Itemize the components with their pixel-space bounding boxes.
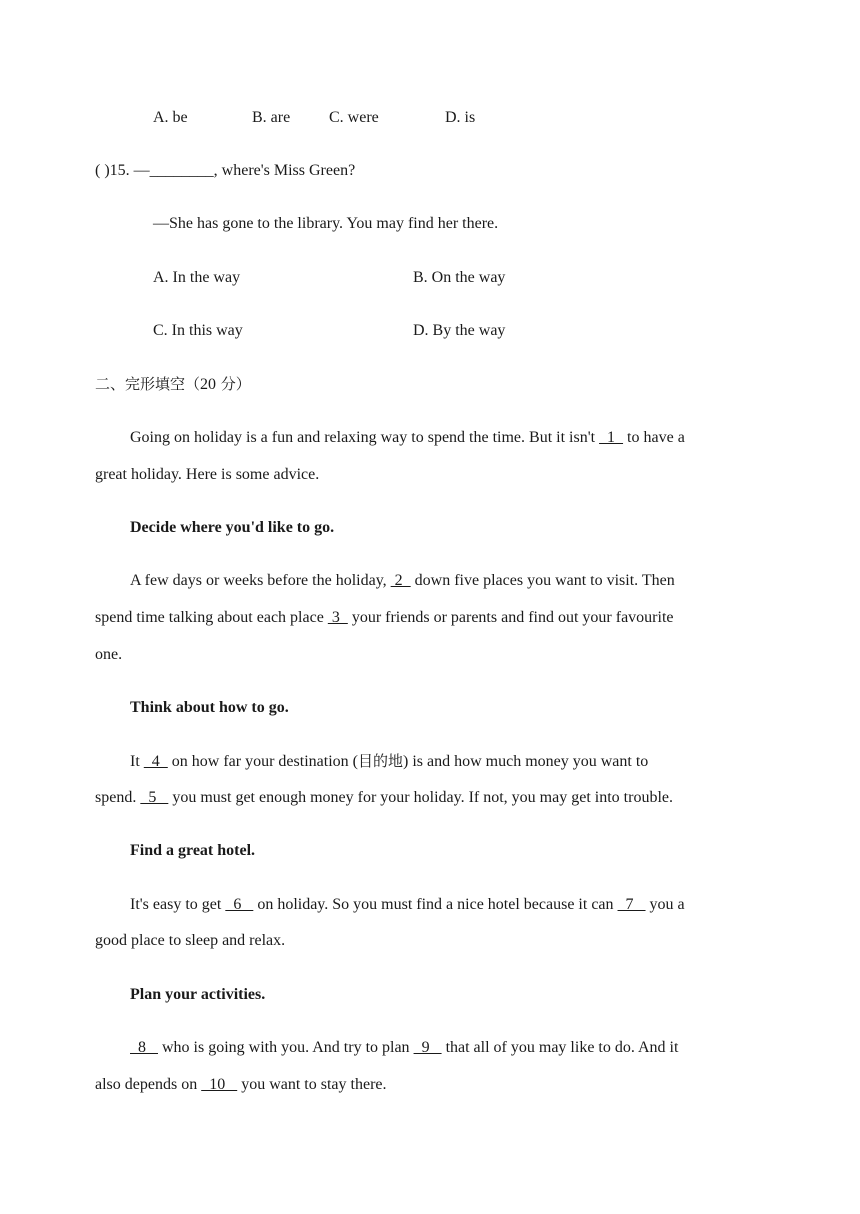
passage-text: you a (645, 896, 685, 913)
blank-6: 6 (225, 896, 254, 913)
section-heading (95, 374, 251, 395)
q14-option-a: A. be (153, 109, 188, 126)
blank-9: 9 (413, 1039, 442, 1056)
q14-option-c: C. were (329, 109, 379, 126)
subheading-decide: Decide where you'd like to go. (130, 519, 335, 536)
subheading-activities: Plan your activities. (130, 986, 266, 1003)
q15-option-d: D. By the way (413, 322, 506, 339)
passage-paragraph-4-line-2: good place to sleep and relax. (95, 932, 286, 949)
passage-text: spend. (95, 789, 141, 806)
q15-option-a: A. In the way (153, 269, 241, 286)
blank-1: 1 (599, 429, 624, 446)
passage-paragraph-5-line-1 (130, 1038, 678, 1058)
passage-text: you want to stay there. (237, 1076, 387, 1093)
blank-5: 5 (140, 789, 169, 806)
passage-text: you must get enough money for your holiday. If not, you may get into trouble. (168, 789, 673, 806)
passage-text: to have a (623, 429, 685, 446)
q15-question (95, 161, 355, 181)
blank-10: 10 (201, 1076, 238, 1093)
passage-text: down five places you want to visit. Then (410, 572, 675, 589)
passage-paragraph-5-line-2 (95, 1075, 387, 1095)
blank-8: 8 (130, 1039, 158, 1056)
passage-text: It (130, 753, 144, 770)
passage-text: A few days or weeks before the holiday, (130, 572, 391, 589)
passage-text: spend time talking about each place (95, 609, 328, 626)
passage-text: your friends or parents and find out your favourite (347, 609, 674, 626)
q15-option-b: B. On the way (413, 269, 506, 286)
passage-text: Going on holiday is a fun and relaxing way to spend the time. But it isn't (130, 429, 600, 446)
blank-2: 2 (390, 572, 411, 589)
passage-paragraph-4-line-1 (130, 895, 685, 915)
q14-option-d: D. is (445, 109, 476, 126)
q14-option-b: B. are (252, 109, 291, 126)
passage-paragraph-1-line-1 (130, 428, 685, 448)
passage-text: ) is and how much money you want to (402, 753, 649, 770)
passage-text: also depends on (95, 1076, 202, 1093)
section-heading-cn-end: 分） (216, 375, 251, 393)
passage-paragraph-2-line-3: one. (95, 646, 123, 663)
passage-cn-gloss: 目的地 (357, 752, 403, 770)
subheading-think: Think about how to go. (130, 699, 289, 716)
passage-paragraph-2-line-1 (130, 571, 675, 591)
blank-4: 4 (143, 753, 168, 770)
passage-text: that all of you may like to do. And it (441, 1039, 679, 1056)
q15-answer-paren: ( )15. (95, 162, 130, 179)
q15-option-c: C. In this way (153, 322, 243, 339)
passage-paragraph-3-line-1 (130, 751, 648, 772)
passage-paragraph-1-line-2: great holiday. Here is some advice. (95, 466, 320, 483)
passage-paragraph-3-line-2 (95, 788, 673, 808)
section-heading-cn: 二、完形填空（ (95, 375, 201, 393)
passage-text: on how far your destination ( (167, 753, 358, 770)
q15-prompt: —________, where's Miss Green? (129, 162, 356, 179)
passage-text: on holiday. So you must find a nice hotel because it can (253, 896, 618, 913)
subheading-hotel: Find a great hotel. (130, 842, 256, 859)
passage-paragraph-2-line-2 (95, 608, 674, 628)
q15-reply: —She has gone to the library. You may find her there. (153, 215, 499, 232)
section-heading-score: 20 (200, 376, 217, 393)
passage-text: who is going with you. And try to plan (158, 1039, 414, 1056)
passage-text: It's easy to get (130, 896, 226, 913)
blank-3: 3 (327, 609, 348, 626)
blank-7: 7 (617, 896, 646, 913)
